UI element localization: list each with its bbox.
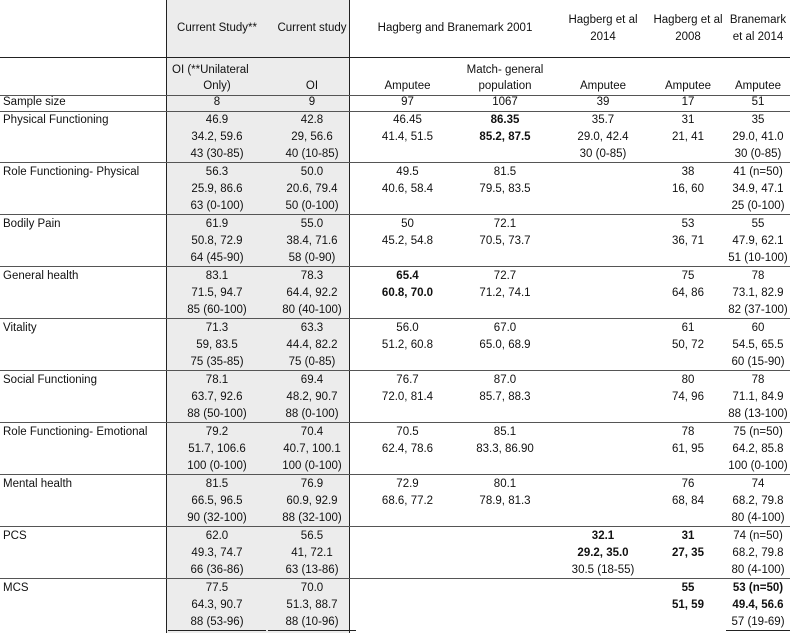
table-cell: 86.35 [490, 114, 520, 126]
row-label: PCS [3, 530, 27, 542]
row-label: General health [3, 270, 79, 282]
table-cell: 59, 83.5 [196, 339, 238, 351]
table-cell: 61.9 [205, 218, 229, 230]
table-cell: 70.4 [300, 426, 324, 438]
table-cell: 55 [751, 218, 765, 230]
table-cell: 100 (0-100) [726, 458, 790, 475]
table-cell: 66 (36-86) [168, 562, 266, 579]
table-cell: 74 (n=50) [733, 530, 783, 542]
table-cell: 56.5 [300, 530, 324, 542]
table-cell: 70.5, 73.7 [479, 235, 531, 247]
table-cell: 49.5 [396, 166, 419, 178]
table-cell: 81.5 [493, 166, 517, 178]
table-cell: 79.2 [205, 426, 229, 438]
table-cell: 34.9, 47.1 [732, 183, 784, 195]
table-cell: 31 [681, 114, 695, 126]
subheader-amputee-2001: Amputee [384, 80, 431, 92]
table-cell: 78.3 [300, 270, 324, 282]
table-cell: 64.2, 85.8 [732, 443, 784, 455]
table-cell: 78 [751, 374, 765, 386]
header-hagberg-branemark-2001: Hagberg and Branemark 2001 [377, 22, 533, 34]
subheader-amputee-2008: Amputee [664, 80, 712, 92]
table-cell: 42.8 [300, 114, 324, 126]
table-cell: 78.1 [205, 374, 229, 386]
table-cell: 83.1 [205, 270, 229, 282]
table-cell: 64.3, 90.7 [191, 599, 243, 611]
table-cell: 79.5, 83.5 [479, 183, 531, 195]
table-cell: 63.3 [300, 322, 324, 334]
table-cell: 75 [681, 270, 695, 282]
table-cell: 69.4 [300, 374, 324, 386]
table-cell: 87.0 [493, 374, 517, 386]
row-label: Bodily Pain [3, 218, 61, 230]
table-cell: 47.9, 62.1 [732, 235, 784, 247]
table-cell: 56.3 [205, 166, 229, 178]
table-cell: 44.4, 82.2 [286, 339, 338, 351]
table-cell: 50, 72 [672, 339, 704, 351]
sample-size-value: 51 [751, 96, 765, 108]
table-cell: 46.45 [393, 114, 422, 126]
table-cell: 53 (n=50) [732, 582, 784, 594]
sample-size-value: 9 [308, 96, 316, 108]
table-cell: 72.9 [396, 478, 419, 490]
table-cell: 80 [681, 374, 695, 386]
table-cell: 29.0, 41.0 [732, 131, 784, 143]
table-cell: 71.3 [205, 322, 229, 334]
table-cell: 51, 59 [672, 599, 704, 611]
table-cell: 64.4, 92.2 [286, 287, 338, 299]
row-label: Social Functioning [3, 374, 97, 386]
table-cell: 50.0 [300, 166, 324, 178]
table-cell: 61, 95 [672, 443, 704, 455]
table-cell: 35.7 [591, 114, 615, 126]
table-cell: 71.5, 94.7 [191, 287, 243, 299]
table-cell: 75 (0-85) [268, 354, 356, 371]
table-cell: 60.9, 92.9 [286, 495, 338, 507]
table-cell: 70.0 [300, 582, 324, 594]
table-cell: 78 [751, 270, 765, 282]
table-cell: 63.7, 92.6 [191, 391, 243, 403]
table-cell: 30 (0-85) [579, 148, 627, 160]
subheader-oi-unilateral-l2: Only) [203, 80, 231, 92]
table-cell: 55 [681, 582, 695, 594]
table-cell: 46.9 [205, 114, 229, 126]
table-cell: 55.0 [300, 218, 324, 230]
table-cell: 80 (4-100) [726, 562, 790, 579]
table-cell: 34.2, 59.6 [191, 131, 243, 143]
table-cell: 48.2, 90.7 [286, 391, 338, 403]
table-cell: 25.9, 86.6 [191, 183, 243, 195]
table-cell: 31 [681, 530, 695, 542]
table-cell: 60 (15-90) [726, 354, 790, 371]
table-cell: 27, 35 [672, 547, 704, 559]
row-rule [0, 318, 790, 319]
table-cell: 90 (32-100) [168, 510, 266, 527]
table-cell: 29, 56.6 [291, 131, 333, 143]
table-cell: 72.7 [493, 270, 517, 282]
table-cell: 82 (37-100) [726, 302, 790, 319]
table-cell: 51.7, 106.6 [188, 443, 246, 455]
subheader-oi-unilateral-l1: OI (**Unilateral [172, 64, 249, 76]
table-cell: 85.1 [493, 426, 517, 438]
table-cell: 41, 72.1 [291, 547, 333, 559]
sample-size-value: 8 [213, 96, 221, 108]
table-cell: 85 (60-100) [168, 302, 266, 319]
table-cell: 75 (35-85) [168, 354, 266, 371]
row-label: Role Functioning- Physical [3, 166, 140, 178]
table-cell: 71.2, 74.1 [479, 287, 531, 299]
subheader-general-pop-l2: population [478, 80, 532, 92]
table-cell: 51.3, 88.7 [286, 599, 338, 611]
table-cell: 29.2, 35.0 [577, 547, 629, 559]
table-cell: 73.1, 82.9 [732, 287, 784, 299]
table-cell: 51.2, 60.8 [381, 339, 434, 351]
table-cell: 50 (0-100) [268, 198, 356, 215]
table-cell: 64, 86 [672, 287, 704, 299]
table-cell: 16, 60 [672, 183, 704, 195]
table-cell: 80 (40-100) [268, 302, 356, 319]
header-branemark-2014-l2: et al 2014 [732, 31, 784, 43]
row-rule [0, 370, 790, 371]
table-cell: 100 (0-100) [168, 458, 266, 475]
table-cell: 68.6, 77.2 [381, 495, 434, 507]
table-cell: 77.5 [205, 582, 229, 594]
table-cell: 45.2, 54.8 [381, 235, 434, 247]
table-cell: 29.0, 42.4 [577, 131, 629, 143]
sample-size-value: 17 [681, 96, 695, 108]
table-cell: 71.1, 84.9 [732, 391, 784, 403]
table-cell: 41.4, 51.5 [381, 131, 434, 143]
row-label: Role Functioning- Emotional [3, 426, 148, 438]
table-cell: 76 [681, 478, 695, 490]
table-cell: 20.6, 79.4 [286, 183, 338, 195]
row-label: MCS [3, 582, 29, 594]
subheader-amputee-branemark: Amputee [734, 80, 782, 92]
table-cell: 88 (32-100) [268, 510, 356, 527]
table-cell: 80 (4-100) [726, 510, 790, 527]
table-cell: 88 (10-96) [268, 614, 356, 631]
table-cell: 62.4, 78.6 [381, 443, 434, 455]
table-cell: 61 [681, 322, 695, 334]
row-label: Physical Functioning [3, 114, 109, 126]
table-cell: 41 (n=50) [733, 166, 783, 178]
table-cell: 85.2, 87.5 [479, 131, 531, 143]
table-cell: 74, 96 [672, 391, 704, 403]
table-cell: 49.4, 56.6 [732, 599, 784, 611]
row-label: Mental health [3, 478, 73, 490]
row-label: Vitality [3, 322, 37, 334]
row-rule [0, 162, 790, 163]
table-cell: 32.1 [591, 530, 615, 542]
header-hagberg-2008-l2: 2008 [675, 31, 701, 43]
table-cell: 38 [681, 166, 695, 178]
table-cell: 21, 41 [672, 131, 704, 143]
table-cell: 30.5 (18-55) [571, 564, 635, 576]
table-cell: 56.0 [396, 322, 419, 334]
table-cell: 78 [681, 426, 695, 438]
table-cell: 54.5, 65.5 [732, 339, 784, 351]
table-cell: 65.0, 68.9 [479, 339, 531, 351]
table-cell: 88 (53-96) [168, 614, 266, 631]
header-rule [0, 57, 790, 58]
header-hagberg-2014-l2: 2014 [590, 31, 616, 43]
table-cell: 76.9 [300, 478, 324, 490]
table-cell: 68.2, 79.8 [732, 547, 784, 559]
table-cell: 62.0 [205, 530, 229, 542]
table-cell: 35 [751, 114, 765, 126]
table-cell: 72.1 [493, 218, 517, 230]
table-cell: 58 (0-90) [268, 250, 356, 267]
table-cell: 78.9, 81.3 [479, 495, 531, 507]
subheader-general-pop-l1: Match- general [466, 64, 544, 76]
header-current-study-unilateral: Current Study** [177, 22, 257, 34]
header-current-study: Current study [277, 22, 347, 34]
table-cell: 40 (10-85) [268, 146, 356, 163]
table-cell: 51 (10-100) [726, 250, 790, 267]
header-hagberg-2014-l1: Hagberg et al [568, 14, 638, 26]
table-cell: 50.8, 72.9 [191, 235, 243, 247]
table-cell: 66.5, 96.5 [191, 495, 243, 507]
table-cell: 74 [751, 478, 765, 490]
table-cell: 30 (0-85) [726, 146, 790, 163]
subheader-amputee-2014: Amputee [579, 80, 627, 92]
table-cell: 63 (0-100) [168, 198, 266, 215]
table-cell: 40.6, 58.4 [381, 183, 434, 195]
table-cell: 83.3, 86.90 [476, 443, 534, 455]
table-cell: 72.0, 81.4 [381, 391, 434, 403]
table-cell: 68, 84 [672, 495, 704, 507]
table-cell: 88 (13-100) [726, 406, 790, 423]
row-rule [0, 214, 790, 215]
row-rule [0, 526, 790, 527]
table-cell: 50 [401, 218, 414, 230]
table-cell: 63 (13-86) [268, 562, 356, 579]
table-cell: 81.5 [205, 478, 229, 490]
table-cell: 100 (0-100) [268, 458, 356, 475]
row-rule [0, 266, 790, 267]
table-cell: 65.4 [396, 270, 419, 282]
table-cell: 53 [681, 218, 695, 230]
header-branemark-2014-l1: Branemark [729, 14, 787, 26]
table-cell: 85.7, 88.3 [479, 391, 531, 403]
sample-size-value: 97 [401, 96, 414, 108]
table-cell: 68.2, 79.8 [732, 495, 784, 507]
table-cell: 75 (n=50) [733, 426, 783, 438]
table-cell: 88 (0-100) [268, 406, 356, 423]
table-cell: 80.1 [493, 478, 517, 490]
table-cell: 70.5 [396, 426, 419, 438]
table-cell: 60 [751, 322, 765, 334]
table-cell: 49.3, 74.7 [191, 547, 243, 559]
row-rule [0, 474, 790, 475]
table-cell: 36, 71 [672, 235, 704, 247]
table-cell: 57 (19-69) [726, 614, 790, 631]
table-cell: 67.0 [493, 322, 517, 334]
sample-size-value: 1067 [492, 96, 518, 108]
sample-size-label: Sample size [3, 96, 66, 108]
header-hagberg-2008-l1: Hagberg et al [653, 14, 723, 26]
table-cell: 64 (45-90) [168, 250, 266, 267]
table-cell: 25 (0-100) [726, 198, 790, 215]
table-cell: 60.8, 70.0 [381, 287, 434, 299]
table-cell: 40.7, 100.1 [283, 443, 341, 455]
row-rule [0, 578, 790, 579]
table-cell: 88 (50-100) [168, 406, 266, 423]
table-cell: 38.4, 71.6 [286, 235, 338, 247]
subheader-oi: OI [305, 80, 319, 92]
row-rule [0, 422, 790, 423]
table-cell: 43 (30-85) [168, 146, 266, 163]
table-cell: 76.7 [396, 374, 419, 386]
sample-size-value: 39 [596, 96, 610, 108]
